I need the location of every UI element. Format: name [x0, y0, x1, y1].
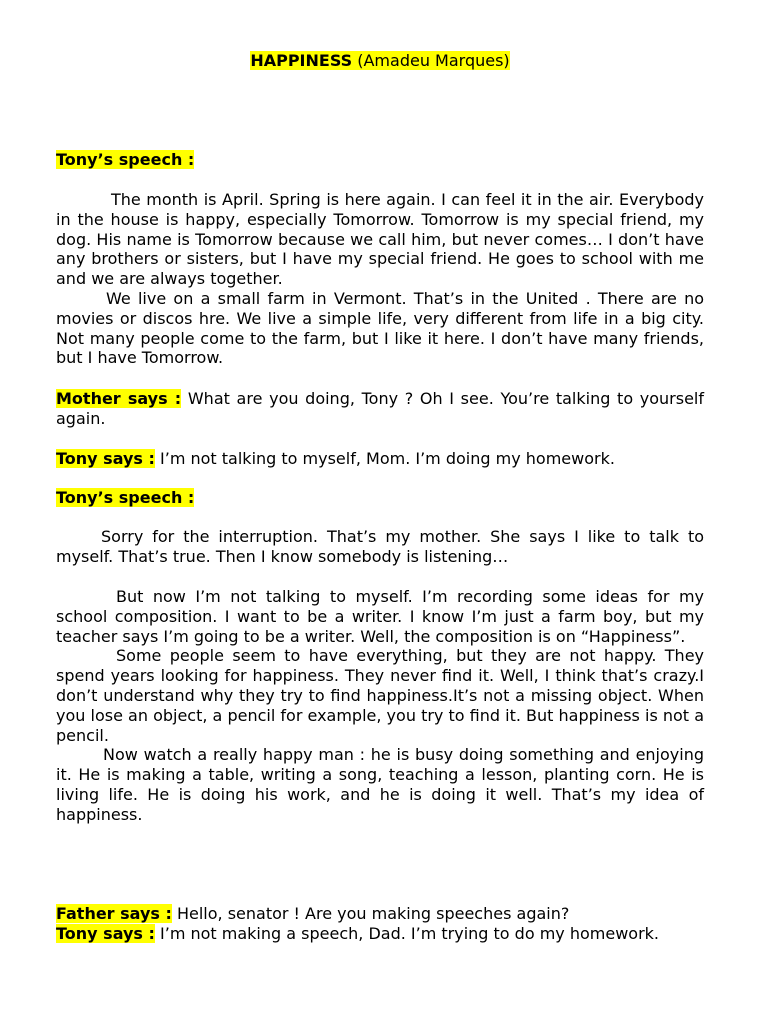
- tony-says-line-2: [56, 924, 704, 944]
- title-main: HAPPINESS: [250, 51, 353, 70]
- paragraph: Some people seem to have everything, but they are not happy. They spend years looking for happiness. They never find it. Well, I think that’s crazy.I don’t understand why they try to find happiness.It’s not a missing object. When you lose an object, a pencil for example, you try to find it. But happiness is not a pencil.: [56, 646, 704, 745]
- section-heading: Tony’s speech :: [56, 488, 195, 507]
- title-author: [352, 51, 510, 70]
- dialogue-text: I’m not talking to myself, Mom. I’m doing my homework.: [154, 449, 615, 468]
- tony-speech-2-body: [56, 587, 704, 825]
- document-title: [56, 51, 704, 71]
- tony-says-line-1: [56, 449, 704, 469]
- section-heading: Tony’s speech :: [56, 150, 195, 169]
- speaker-label: Tony says :: [56, 449, 155, 468]
- paragraph: Sorry for the interruption. That’s my mother. She says I like to talk to myself. That’s true. Then I know somebody is listening…: [56, 527, 704, 566]
- paragraph: We live on a small farm in Vermont. That’s in the United . There are no movies or discos hre. We live a simple life, very different from life in a big city. Not many people come to the farm, but I like it here. I don’t have many friends, but I have Tomorrow.: [56, 288, 704, 368]
- dialogue-text: I’m not making a speech, Dad. I’m trying to do my homework.: [154, 924, 659, 943]
- paragraph: But now I’m not talking to myself. I’m recording some ideas for my school composition. I want to be a writer. I know I’m just a farm boy, but my teacher says I’m going to be a writer. Well, the composition is on “Happiness”.: [56, 587, 704, 646]
- dialogue-line: [56, 389, 704, 429]
- dialogue-line: [56, 924, 704, 944]
- mother-says-line: [56, 389, 704, 429]
- father-says-line: [56, 904, 704, 924]
- tony-speech-1-body: [56, 190, 704, 368]
- paragraph: Now watch a really happy man : he is busy doing something and enjoying it. He is making a table, writing a song, teaching a lesson, planting corn. He is living life. He is doing his work, and he is doing it well. That’s my idea of happiness.: [56, 745, 704, 824]
- speaker-label: Father says :: [56, 904, 172, 923]
- speaker-label: Mother says :: [56, 389, 182, 408]
- dialogue-text: What are you doing, Tony ? Oh I see. You’re talking to yourself again.: [56, 389, 705, 428]
- dialogue-line: [56, 904, 704, 924]
- title-author-text: (Amadeu Marques): [357, 51, 510, 70]
- dialogue-text: Hello, senator ! Are you making speeches again?: [171, 904, 570, 923]
- dialogue-line: [56, 449, 704, 469]
- speaker-label: Tony says :: [56, 924, 155, 943]
- tony-speech-2-heading: [56, 488, 704, 508]
- paragraph: The month is April. Spring is here again. I can feel it in the air. Everybody in the house is happy, especially Tomorrow. Tomorrow is my special friend, my dog. His name is Tomorrow because we call him, but never comes… I don’t have any brothers or sisters, but I have my special friend. He goes to school with me and we are always together.: [56, 190, 704, 289]
- tony-speech-1-heading: [56, 150, 704, 170]
- tony-speech-2-intro: [56, 527, 704, 567]
